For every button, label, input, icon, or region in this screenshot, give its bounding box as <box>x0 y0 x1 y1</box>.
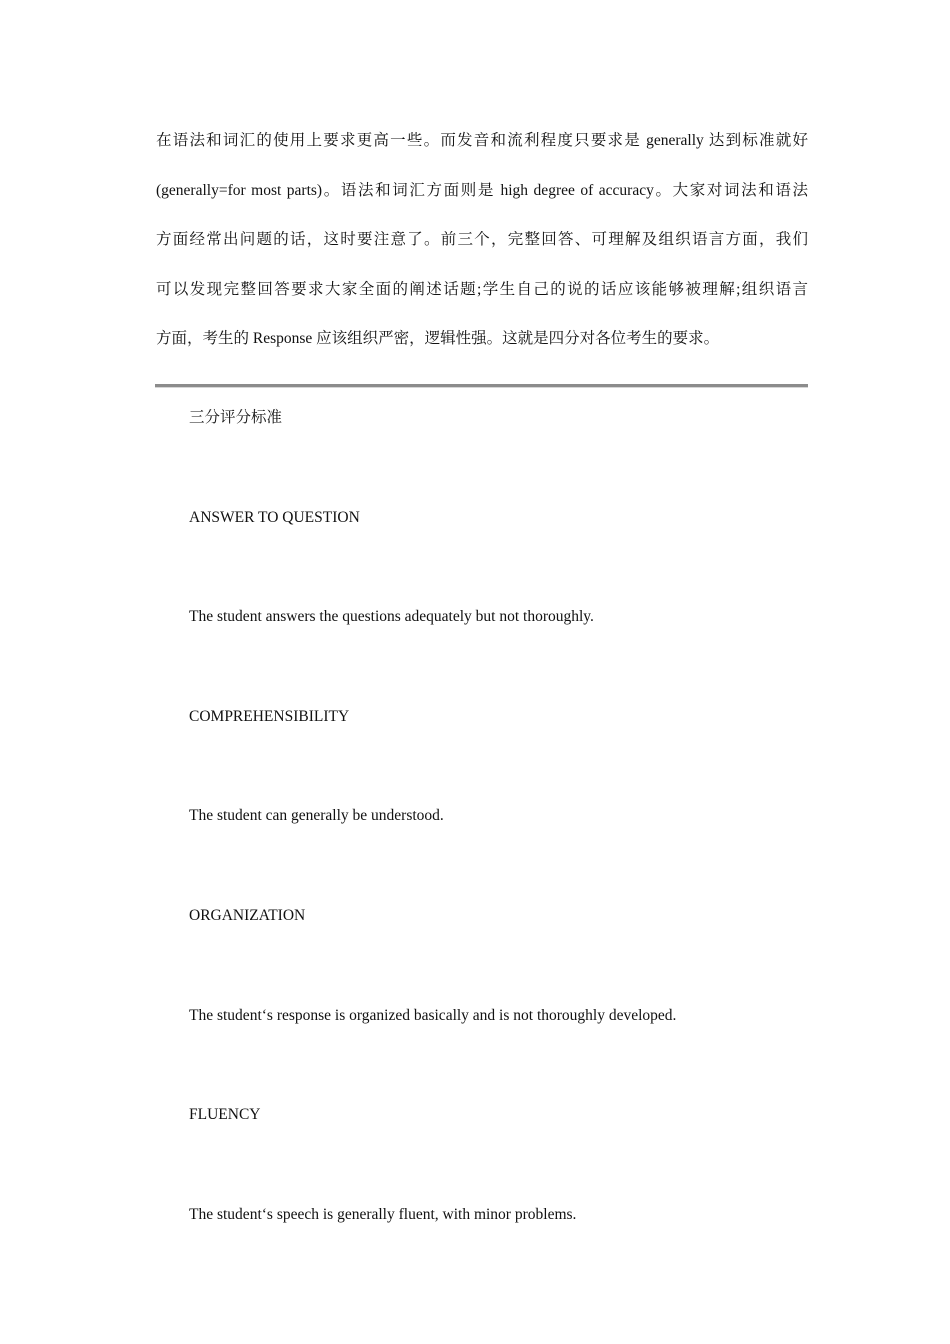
criterion-heading-fluency: FLUENCY <box>189 1106 261 1124</box>
intro-line: 方面，考生的 Response 应该组织严密，逻辑性强。这就是四分对各位考生的要求。 <box>156 330 720 348</box>
intro-line: 可以发现完整回答要求大家全面的阐述话题;学生自己的说的话应该能够被理解;组织语言 <box>156 280 808 298</box>
criterion-description-fluency: The student‘s speech is generally fluent, with minor problems. <box>189 1205 577 1223</box>
criterion-heading-comprehensibility: COMPREHENSIBILITY <box>189 707 350 725</box>
intro-line: 方面经常出问题的话，这时要注意了。前三个，完整回答、可理解及组织语言方面，我们 <box>156 231 808 249</box>
intro-paragraph <box>156 126 808 374</box>
criterion-description-comprehensibility: The student can generally be understood. <box>189 807 444 825</box>
criterion-heading-answer: ANSWER TO QUESTION <box>189 508 360 526</box>
rubric-title: 三分评分标准 <box>189 409 283 426</box>
criterion-heading-organization: ORGANIZATION <box>189 906 306 924</box>
section-divider <box>155 384 808 388</box>
intro-line: 在语法和词汇的使用上要求更高一些。而发音和流利程度只要求是 generally 达到标准就好 <box>156 132 808 149</box>
criterion-description-answer: The student answers the questions adequately but not thoroughly. <box>189 608 594 626</box>
intro-line: (generally=for most parts)。语法和词汇方面则是 high degree of accuracy。大家对词法和语法 <box>156 181 808 199</box>
rubric-section <box>189 403 829 1299</box>
criterion-description-organization: The student‘s response is organized basically and is not thoroughly developed. <box>189 1006 677 1024</box>
